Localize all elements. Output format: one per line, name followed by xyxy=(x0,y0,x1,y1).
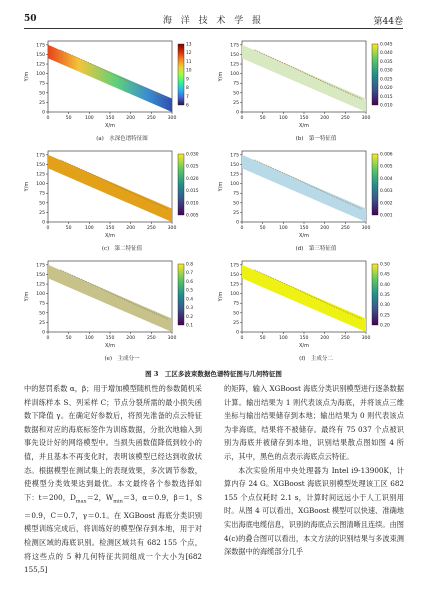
x-tick-label: 300 xyxy=(361,336,371,341)
x-tick-label: 200 xyxy=(320,116,330,121)
x-tick-label: 0 xyxy=(46,116,50,121)
colorbar xyxy=(178,264,184,325)
y-tick-label: 25 xyxy=(39,100,45,106)
y-tick-label: 175 xyxy=(36,263,45,269)
colorbar-tick-label: 0.5 xyxy=(186,288,193,294)
y-tick-label: 150 xyxy=(36,272,45,278)
panel-plot xyxy=(216,36,416,134)
figure-panel-f xyxy=(216,256,416,366)
panel-caption: (e) 主成分一 xyxy=(104,356,140,362)
y-tick-label: 75 xyxy=(39,191,45,197)
figure-panel-d xyxy=(216,146,416,256)
x-tick-label: 200 xyxy=(126,226,136,231)
colorbar-tick-label: 0.8 xyxy=(186,262,193,268)
y-tick-label: 100 xyxy=(230,72,239,78)
y-tick-label: 25 xyxy=(39,210,45,216)
figure-panel-c xyxy=(22,146,222,256)
panel-caption: (a) 水深色谱特征图 xyxy=(96,136,148,142)
colorbar-tick-label: 0.020 xyxy=(380,86,393,92)
y-tick-label: 175 xyxy=(230,153,239,159)
y-tick-label: 50 xyxy=(39,91,45,97)
panel-caption: (f) 主成分二 xyxy=(299,356,333,362)
x-tick-label: 150 xyxy=(299,336,309,341)
colorbar-tick-label: 0.35 xyxy=(380,293,390,298)
colorbar-tick-label: 0.010 xyxy=(186,201,199,207)
panel-caption: (b) 第一特征值 xyxy=(295,136,337,142)
x-tick-label: 250 xyxy=(146,116,156,121)
x-tick-label: 300 xyxy=(167,336,177,341)
y-tick-label: 175 xyxy=(36,153,45,159)
y-tick-label: 100 xyxy=(36,292,45,298)
colorbar-tick-label: 10 xyxy=(186,68,192,74)
panel-plot xyxy=(216,146,416,244)
x-tick-label: 50 xyxy=(259,116,266,121)
y-tick-label: 25 xyxy=(233,100,239,106)
y-tick-label: 0 xyxy=(42,220,45,226)
x-tick-label: 0 xyxy=(240,116,244,121)
y-axis-label: Y/m xyxy=(218,71,224,82)
y-tick-label: 50 xyxy=(39,201,45,207)
y-tick-label: 150 xyxy=(230,272,239,278)
y-tick-label: 150 xyxy=(36,52,45,58)
x-tick-label: 50 xyxy=(259,226,266,231)
colorbar-tick-label: 0.010 xyxy=(380,103,393,109)
y-tick-label: 100 xyxy=(36,72,45,78)
y-tick-label: 100 xyxy=(230,292,239,298)
x-tick-label: 50 xyxy=(65,336,72,341)
y-tick-label: 125 xyxy=(230,172,239,178)
x-tick-label: 200 xyxy=(320,226,330,231)
colorbar-tick-label: 0.7 xyxy=(186,271,193,277)
colorbar xyxy=(178,44,184,105)
x-tick-label: 150 xyxy=(105,116,115,121)
colorbar-tick-label: 0.030 xyxy=(380,68,393,74)
colorbar-tick-label: 11 xyxy=(186,59,192,65)
x-axis-label: X/m xyxy=(299,123,309,129)
journal-title: 海 洋 技 术 学 报 xyxy=(162,16,265,26)
colorbar-tick-label: 0.40 xyxy=(380,282,390,288)
colorbar-tick-label: 0.003 xyxy=(380,189,393,195)
panel-plot xyxy=(22,146,222,244)
colorbar-tick-label: 0.015 xyxy=(380,94,393,100)
colorbar xyxy=(178,154,184,215)
y-tick-label: 0 xyxy=(236,220,239,226)
colorbar-tick-label: 6 xyxy=(186,103,189,109)
colorbar-tick-label: 0.004 xyxy=(380,176,393,182)
x-tick-label: 0 xyxy=(46,226,50,231)
panel-caption: (c) 第二特征值 xyxy=(101,246,143,252)
x-tick-label: 50 xyxy=(65,116,72,121)
y-axis-label: Y/m xyxy=(24,181,30,192)
x-tick-label: 250 xyxy=(340,116,350,121)
x-tick-label: 150 xyxy=(299,226,309,231)
colorbar-tick-label: 0.045 xyxy=(380,42,393,48)
volume-label: 第44卷 xyxy=(373,17,403,27)
y-tick-label: 75 xyxy=(39,81,45,87)
y-tick-label: 50 xyxy=(233,311,239,317)
colorbar-tick-label: 0.030 xyxy=(186,152,199,158)
y-tick-label: 0 xyxy=(42,110,45,116)
y-tick-label: 25 xyxy=(233,320,239,326)
y-tick-label: 125 xyxy=(230,282,239,288)
y-tick-label: 75 xyxy=(233,191,239,197)
x-tick-label: 0 xyxy=(46,336,50,341)
left-paragraph: 中的惩罚系数 α，β；用于增加模型随机性的参数随机采样训练样本 S、列采样 C；节点分裂所需的最小损失函数下降值 γ。在确定好参数后，将预先准备的点云特征数据和对应的海底标签作为训练数据，分批次地输入到事先设计好的网络模型中。当损失函数值降低到较小的值，并且基本不再变化时，表明该模型已经达到收敛状态。根据模型在测试集上的表现效果，多次调节参数，使模型分类效果达到最优。本文最终各个参数选择如下：t＝200，$D_{max}=2$，$W_{min}=3$，α＝0.9，β＝1，S＝0.9，C＝0.7，γ＝0.1。在 XGBoost 海底分类识别模型训练完成后，将训练好的模型保存到本地，用于对检测区域的海底识别。检测区域共有 682 155 个点，将这些点的 5 种几何特征共同组成一个大小为[682 155,5] xyxy=(24,384,202,575)
y-axis-label: Y/m xyxy=(24,291,30,302)
y-tick-label: 50 xyxy=(233,91,239,97)
x-tick-label: 200 xyxy=(320,336,330,341)
right-paragraph-2: 本次实验所用中央处理器为 Intel i9-13900K，计算内存 24 G。XGBoost 海底识别模型处理该工区 682 155 个点仅耗时 2.1 s，计算时间远远小于人工识别用时。从图 4 可以看出，XGBoost 模型可以快速、准确地实出海底电缆信息，识别的海底点云图清晰且连续。由图 4(c)的叠合图可以看出，本文方法的识别结果与多波束测深数据中的海缆部分几乎 xyxy=(224,465,404,557)
x-axis-label: X/m xyxy=(299,233,309,239)
y-tick-label: 0 xyxy=(236,110,239,116)
x-tick-label: 100 xyxy=(278,226,288,231)
colorbar-tick-label: 0.4 xyxy=(186,297,193,303)
y-tick-label: 75 xyxy=(39,301,45,307)
colorbar-tick-label: 0.040 xyxy=(380,51,393,57)
y-tick-label: 125 xyxy=(36,172,45,178)
colorbar-tick-label: 0.035 xyxy=(380,59,393,65)
colorbar-tick-label: 0.6 xyxy=(186,279,193,285)
colorbar-tick-label: 0.25 xyxy=(380,313,390,319)
colorbar-tick-label: 0.1 xyxy=(186,323,193,329)
y-tick-label: 150 xyxy=(230,52,239,58)
y-tick-label: 75 xyxy=(233,81,239,87)
colorbar-tick-label: 0.001 xyxy=(380,213,393,219)
x-tick-label: 100 xyxy=(84,116,94,121)
x-tick-label: 150 xyxy=(105,226,115,231)
right-column xyxy=(224,382,404,559)
y-tick-label: 100 xyxy=(230,182,239,188)
x-tick-label: 100 xyxy=(278,336,288,341)
x-tick-label: 300 xyxy=(167,116,177,121)
x-axis-label: X/m xyxy=(105,123,115,129)
x-tick-label: 300 xyxy=(361,226,371,231)
y-tick-label: 100 xyxy=(36,182,45,188)
x-tick-label: 100 xyxy=(278,116,288,121)
y-tick-label: 25 xyxy=(39,320,45,326)
colorbar-tick-label: 12 xyxy=(186,51,192,57)
y-tick-label: 125 xyxy=(36,62,45,68)
colorbar-tick-label: 0.002 xyxy=(380,201,393,207)
colorbar-tick-label: 0.20 xyxy=(380,323,390,329)
subscript-min: min xyxy=(113,498,123,505)
panel-plot xyxy=(216,256,416,354)
x-tick-label: 100 xyxy=(84,336,94,341)
colorbar-tick-label: 0.3 xyxy=(186,306,193,312)
y-tick-label: 50 xyxy=(233,201,239,207)
x-tick-label: 50 xyxy=(65,226,72,231)
y-tick-label: 150 xyxy=(230,162,239,168)
colorbar-tick-label: 7 xyxy=(186,94,189,100)
y-tick-label: 0 xyxy=(236,330,239,336)
x-tick-label: 0 xyxy=(240,226,244,231)
colorbar-tick-label: 0.30 xyxy=(380,303,390,309)
right-paragraph-1: 的矩阵，输入 XGBoost 海底分类识别模型进行逐条数据计算。输出结果为 1 则代表该点为海底，并将该点三维坐标与输出结果储存到本地；输出结果为 0 则代表该点为非海底，结果将不被储存。最终有 75 037 个点被识别为海底并被储存到本地，识别结果散点图如图 4 所示，其中，黑色的点表示海底点云特征。 xyxy=(224,384,404,461)
x-tick-label: 250 xyxy=(340,336,350,341)
x-tick-label: 50 xyxy=(259,336,266,341)
figure-panel-b xyxy=(216,36,416,146)
y-axis-label: Y/m xyxy=(24,71,30,82)
colorbar-tick-label: 0.2 xyxy=(186,314,193,320)
colorbar-tick-label: 0.020 xyxy=(186,176,199,182)
x-axis-label: X/m xyxy=(105,233,115,239)
figure-panel-e xyxy=(22,256,222,366)
x-tick-label: 200 xyxy=(126,116,136,121)
page-header xyxy=(24,12,403,28)
y-tick-label: 175 xyxy=(36,43,45,49)
colorbar-tick-label: 13 xyxy=(186,42,192,48)
colorbar-tick-label: 0.50 xyxy=(380,262,390,268)
y-axis-label: Y/m xyxy=(218,181,224,192)
y-tick-label: 150 xyxy=(36,162,45,168)
colorbar-tick-label: 0.025 xyxy=(380,77,393,83)
y-tick-label: 175 xyxy=(230,263,239,269)
y-tick-label: 125 xyxy=(230,62,239,68)
page-number: 50 xyxy=(24,14,37,24)
x-tick-label: 300 xyxy=(167,226,177,231)
x-tick-label: 100 xyxy=(84,226,94,231)
x-axis-label: X/m xyxy=(299,343,309,349)
colorbar-tick-label: 0.015 xyxy=(186,189,199,195)
x-tick-label: 0 xyxy=(240,336,244,341)
colorbar xyxy=(372,44,378,105)
panel-caption: (d) 第三特征值 xyxy=(295,246,337,252)
x-tick-label: 250 xyxy=(340,226,350,231)
x-tick-label: 250 xyxy=(146,336,156,341)
y-axis-label: Y/m xyxy=(218,291,224,302)
y-tick-label: 50 xyxy=(39,311,45,317)
x-tick-label: 150 xyxy=(105,336,115,341)
y-tick-label: 175 xyxy=(230,43,239,49)
x-tick-label: 250 xyxy=(146,226,156,231)
left-column xyxy=(24,382,202,577)
colorbar-tick-label: 0.45 xyxy=(380,272,390,278)
figure-caption: 图 3 工区多波束数据色谱特征图与几何特征图 xyxy=(145,370,282,378)
header-rule xyxy=(24,28,403,29)
colorbar-tick-label: 8 xyxy=(186,86,189,92)
colorbar-tick-label: 0.005 xyxy=(186,213,199,219)
y-tick-label: 75 xyxy=(233,301,239,307)
colorbar-tick-label: 9 xyxy=(186,77,189,83)
colorbar-tick-label: 0.006 xyxy=(380,152,393,158)
y-tick-label: 0 xyxy=(42,330,45,336)
colorbar xyxy=(372,264,378,325)
y-tick-label: 25 xyxy=(233,210,239,216)
panel-plot xyxy=(22,36,222,134)
x-tick-label: 150 xyxy=(299,116,309,121)
subscript-max: max xyxy=(75,498,87,505)
y-tick-label: 125 xyxy=(36,282,45,288)
x-tick-label: 300 xyxy=(361,116,371,121)
colorbar-tick-label: 0.025 xyxy=(186,164,199,170)
x-axis-label: X/m xyxy=(105,343,115,349)
panel-plot xyxy=(22,256,222,354)
colorbar-tick-label: 0.005 xyxy=(380,164,393,170)
colorbar xyxy=(372,154,378,215)
figure-panel-a xyxy=(22,36,222,146)
x-tick-label: 200 xyxy=(126,336,136,341)
